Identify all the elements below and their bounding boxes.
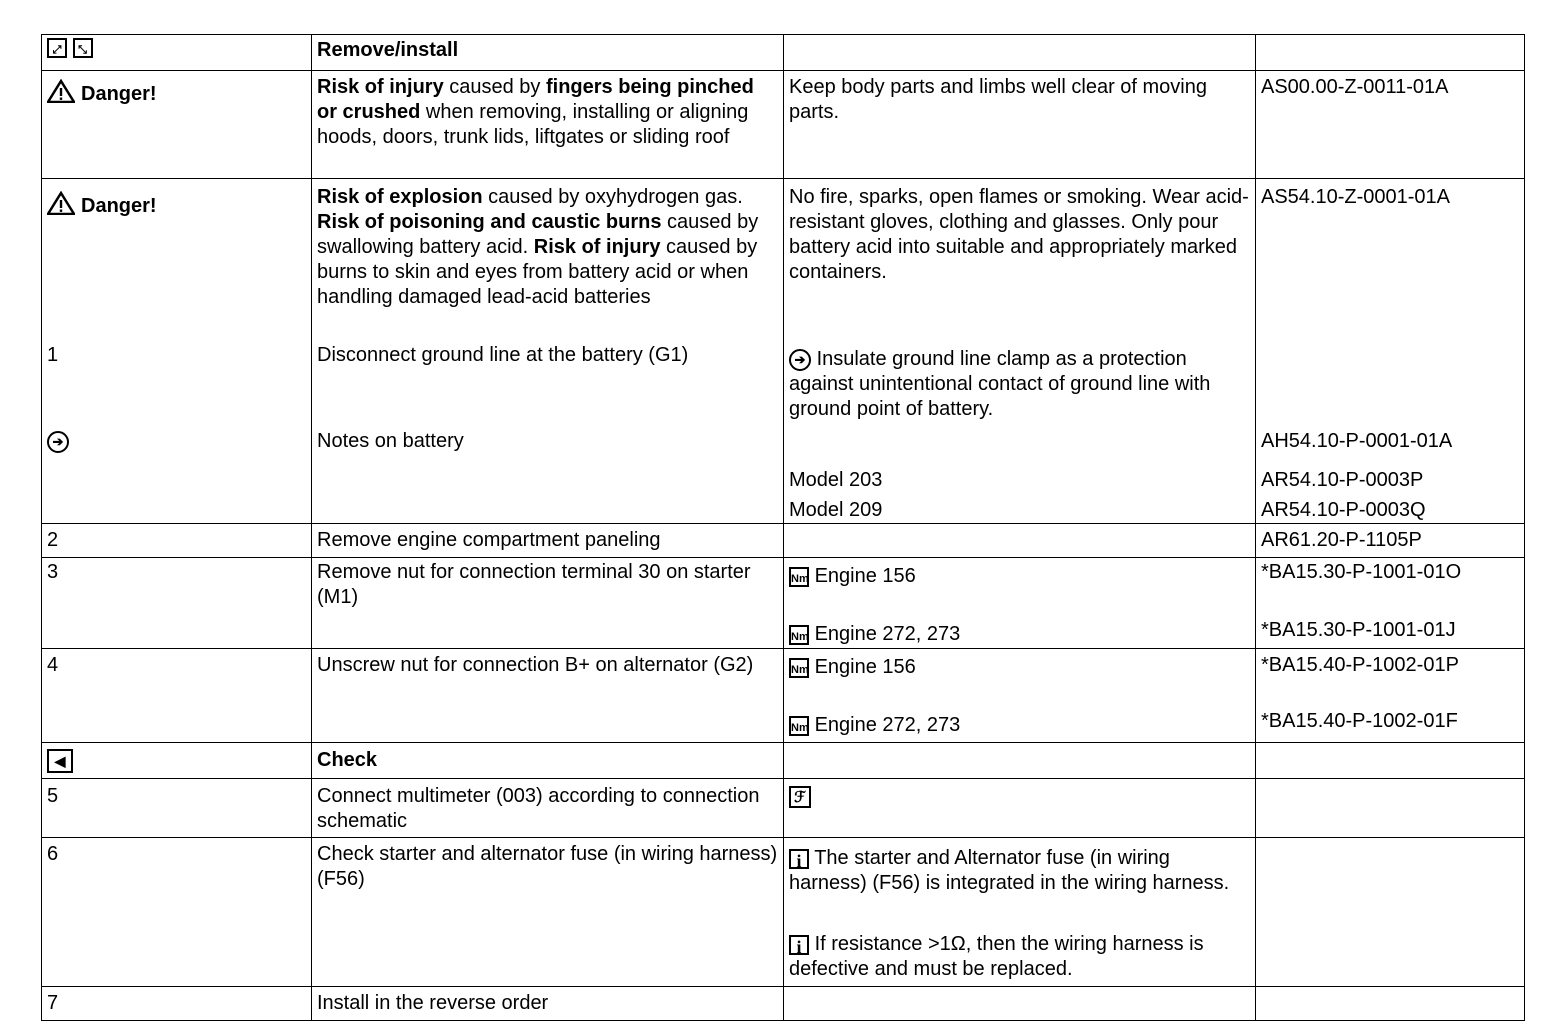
section-title: Check (317, 749, 378, 771)
engine-label: Engine 156 (814, 565, 916, 587)
cell (784, 524, 1256, 558)
expand-icon: ⤢ (47, 38, 67, 58)
step-text: Install in the reverse order (312, 987, 784, 1021)
engine-label: Engine 272, 273 (814, 623, 961, 645)
cell (1256, 987, 1525, 1021)
danger-label: Danger! (81, 195, 157, 217)
engine-label: Engine 156 (814, 656, 916, 678)
cell (784, 779, 1256, 838)
step-number: 4 (42, 649, 312, 743)
cell (1256, 649, 1525, 743)
table-row (42, 179, 1525, 524)
cell (784, 987, 1256, 1021)
document-code[interactable]: AR61.20-P-1105P (1256, 524, 1525, 558)
info-text: If resistance >1Ω, then the wiring harness is defective and must be replaced. (789, 933, 1204, 980)
note-icon: ➔ (789, 349, 811, 371)
step-text: Notes on battery (317, 430, 464, 452)
step-number: 3 (42, 558, 312, 649)
table-row (42, 649, 1525, 743)
cell (42, 179, 312, 524)
info-text: The starter and Alternator fuse (in wiring harness) (F56) is integrated in the wiring harness. (789, 847, 1230, 894)
cell (312, 743, 784, 779)
cell (42, 35, 312, 71)
table-row (42, 558, 1525, 649)
section-title: Remove/install (317, 39, 459, 61)
document-code[interactable]: AH54.10-P-0001-01A (1261, 430, 1453, 452)
cell (784, 649, 1256, 743)
document-code[interactable]: *BA15.40-P-1002-01F (1261, 710, 1458, 732)
info-icon: i (789, 849, 809, 869)
remedy-text: Keep body parts and limbs well clear of moving parts. (784, 71, 1256, 179)
step-number: 1 (47, 344, 59, 366)
table-row (42, 838, 1525, 987)
cell (1256, 35, 1525, 71)
step-text: Remove nut for connection terminal 30 on starter (M1) (312, 558, 784, 649)
cell (312, 71, 784, 179)
cell (42, 71, 312, 179)
cell (1256, 179, 1525, 524)
table-row (42, 987, 1525, 1021)
procedure-table (41, 34, 1525, 1021)
step-number: 7 (42, 987, 312, 1021)
table-row (42, 779, 1525, 838)
warning-icon (47, 191, 75, 215)
document-code[interactable]: AS54.10-Z-0001-01A (1261, 186, 1451, 208)
schematic-icon: ℱ (789, 786, 811, 808)
step-text: Check starter and alternator fuse (in wiring harness) (F56) (312, 838, 784, 987)
step-number: 5 (42, 779, 312, 838)
step-number: 6 (42, 838, 312, 987)
document-code[interactable]: *BA15.30-P-1001-01O (1261, 561, 1462, 583)
step-text: Remove engine compartment paneling (312, 524, 784, 558)
hazard-text: Risk of explosion caused by oxyhydrogen gas. Risk of poisoning and caustic burns caused by swallowing battery acid. Risk of injury caused by burns to skin and eyes from battery acid or when handling damaged lead-acid batteries (317, 186, 759, 308)
engine-label: Engine 272, 273 (814, 714, 961, 736)
warning-icon (47, 79, 75, 103)
document-code[interactable]: AR54.10-P-0003P (1261, 469, 1424, 491)
step-text: Disconnect ground line at the battery (G1) (317, 344, 689, 366)
step-text: Connect multimeter (003) according to connection schematic (312, 779, 784, 838)
remedy-text: No fire, sparks, open flames or smoking. Wear acid-resistant gloves, clothing and glasses. Only pour battery acid into suitable and appropriately marked containers. (789, 186, 1249, 283)
step-number: 2 (42, 524, 312, 558)
torque-icon: Nm (789, 658, 809, 678)
cell (42, 743, 312, 779)
cell (1256, 743, 1525, 779)
note-icon: ➔ (47, 431, 69, 453)
cell (784, 558, 1256, 649)
info-icon: i (789, 935, 809, 955)
danger-label: Danger! (81, 83, 157, 105)
note-text: Insulate ground line clamp as a protection against unintentional contact of ground line with ground point of battery. (789, 348, 1211, 420)
table-row (42, 524, 1525, 558)
torque-icon: Nm (789, 625, 809, 645)
step-text: Unscrew nut for connection B+ on alternator (G2) (312, 649, 784, 743)
model-label: Model 209 (789, 499, 883, 521)
cell (1256, 558, 1525, 649)
cell (1256, 838, 1525, 987)
document-code[interactable]: AS00.00-Z-0011-01A (1256, 71, 1525, 179)
cell (784, 179, 1256, 524)
document-code[interactable]: AR54.10-P-0003Q (1261, 499, 1426, 521)
table-row (42, 743, 1525, 779)
cell (784, 743, 1256, 779)
model-label: Model 203 (789, 469, 883, 491)
document-code[interactable]: *BA15.30-P-1001-01J (1261, 619, 1456, 641)
collapse-icon: ⤡ (73, 38, 93, 58)
cell (784, 838, 1256, 987)
hazard-text: Risk of injury caused by fingers being pinched or crushed when removing, installing or aligning hoods, doors, trunk lids, liftgates or sliding roof (317, 76, 754, 148)
check-eye-icon: ◀ (47, 749, 73, 773)
document-code[interactable]: *BA15.40-P-1002-01P (1261, 654, 1459, 676)
torque-icon: Nm (789, 716, 809, 736)
table-row (42, 71, 1525, 179)
cell (312, 179, 784, 524)
header-row (42, 35, 1525, 71)
torque-icon: Nm (789, 567, 809, 587)
cell (784, 35, 1256, 71)
cell (1256, 779, 1525, 838)
cell (312, 35, 784, 71)
